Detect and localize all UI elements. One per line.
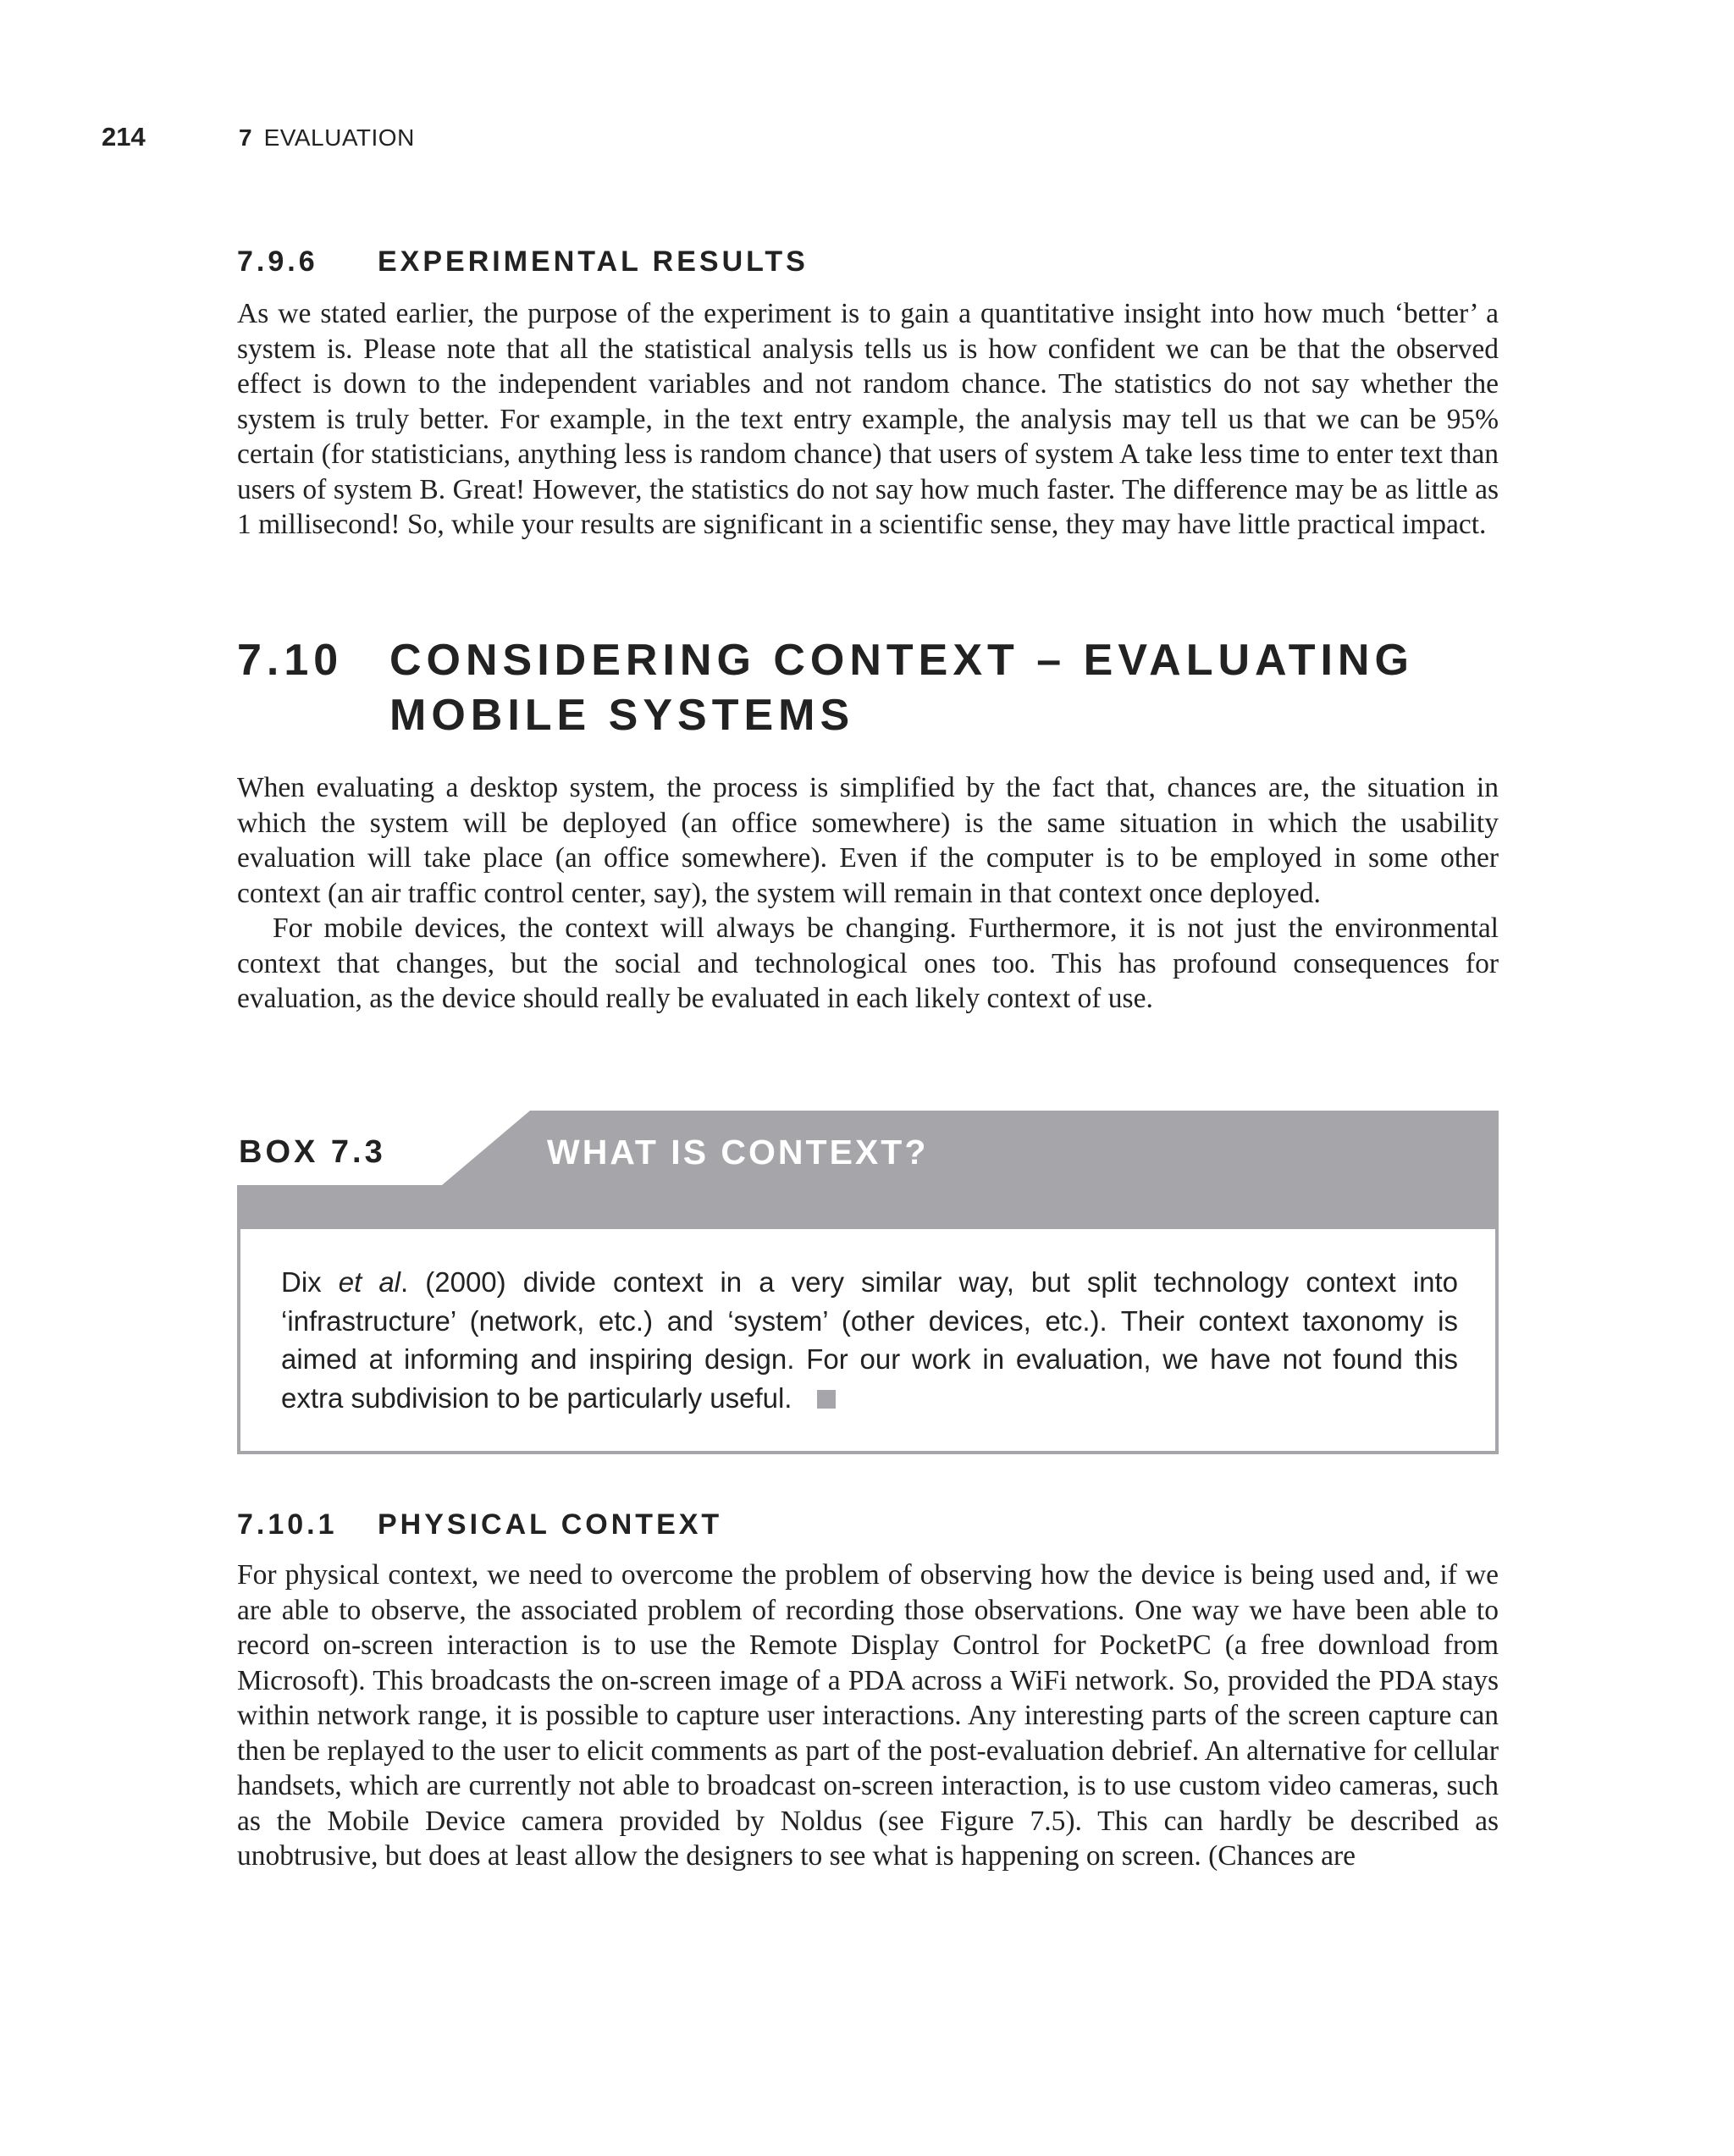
section-title: EXPERIMENTAL RESULTS (378, 245, 809, 278)
section-title-line1: CONSIDERING CONTEXT – EVALUATING (389, 636, 1414, 685)
section-title: PHYSICAL CONTEXT (378, 1508, 723, 1541)
box-text: Dix et al. (2000) divide context in a very similar way, but split technology context into ‘infrastructure’ (network, etc.) and ‘system’ (other devices, etc.). Their context taxonomy is aimed at informing and inspiring design. For our work in evaluation, we have not found this extra subdivision to be particularly useful. (281, 1266, 1458, 1414)
section-number: 7.9.6 (237, 245, 318, 278)
box-label: BOX 7.3 (239, 1134, 386, 1170)
physical-context-paragraph: For physical context, we need to overcome the problem of observing how the device is being used and, if we are able to observe, the associated problem of recording those observations. One way we have been able to record on-screen interaction is to use the Remote Display Control for PocketPC (a free download from Microsoft). This broadcasts the on-screen image of a PDA across a WiFi network. So, provided the PDA stays within network range, it is possible to capture user interactions. Any interesting parts of the screen capture can then be replayed to the user to elicit comments as part of the post-evaluation debrief. An alternative for cellular handsets, which are currently not able to broadcast on-screen interaction, is to use custom video cameras, such as the Mobile Device camera provided by Noldus (see Figure 7.5). This can hardly be described as unobtrusive, but does at least allow the designers to see what is happening on screen. (Chances are (237, 1559, 1499, 1872)
page-number: 214 (102, 122, 146, 152)
section-number: 7.10.1 (237, 1508, 338, 1541)
context-paragraph-2: For mobile devices, the context will always be changing. Furthermore, it is not just the environmental context that changes, but the social and technological ones too. This has profound consequences for evaluation, as the device should really be evaluated in each likely context of use. (237, 913, 1499, 1014)
box-title: WHAT IS CONTEXT? (547, 1133, 929, 1172)
box-header (237, 1111, 1499, 1229)
end-of-box-square-icon (817, 1390, 836, 1409)
section-heading-7-9-6 (237, 245, 1499, 278)
experimental-results-paragraph: As we stated earlier, the purpose of the experiment is to gain a quantitative insight into how much ‘better’ a system is. Please note that all the statistical analysis tells us is how confident we can be that the observed effect is down to the independent variables and not random chance. The statistics do not say whether the system is truly better. For example, in the text entry example, the analysis may tell us that we can be 95% certain (for statisticians, anything less is random chance) that users of system A take less time to enter text than users of system B. Great! However, the statistics do not say how much faster. The difference may be as little as 1 millisecond! So, while your results are significant in a scientific sense, they may have little practical impact. (237, 298, 1499, 540)
box-body (237, 1229, 1499, 1454)
section-heading-7-10-1 (237, 1508, 1499, 1541)
section-number: 7.10 (237, 636, 344, 685)
chapter-title: EVALUATION (263, 124, 415, 151)
chapter-number: 7 (239, 124, 252, 151)
considering-context-body (237, 770, 1499, 1017)
section-title-line2: MOBILE SYSTEMS (389, 691, 855, 740)
section-heading-7-10 (237, 633, 1499, 743)
context-paragraph-1: When evaluating a desktop system, the process is simplified by the fact that, chances are, the situation in which the system will be deployed (an office somewhere) is the same situation in which the usability evaluation will take place (an office somewhere). Even if the computer is to be employed in some other context (an air traffic control center, say), the system will remain in that context once deployed. (237, 772, 1499, 909)
running-head (102, 122, 415, 156)
